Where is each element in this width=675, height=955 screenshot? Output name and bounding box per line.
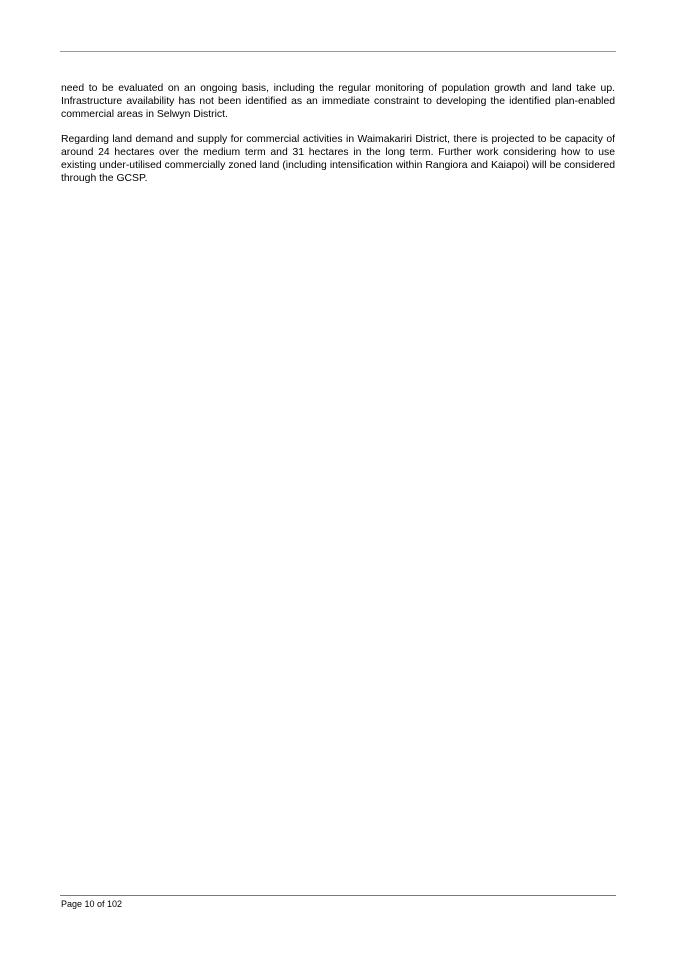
header-divider: [60, 51, 616, 52]
page-number: Page 10 of 102: [61, 899, 123, 909]
paragraph-1: need to be evaluated on an ongoing basis, including the regular monitoring of population growth and land take up. Infrastructure availability has not been identified as an immediate constraint to developing the identified plan-enabled commercial areas in Selwyn District.: [61, 83, 615, 120]
paragraph-2: Regarding land demand and supply for commercial activities in Waimakariri District, there is projected to be capacity of around 24 hectares over the medium term and 31 hectares in the long term. Further work considering how to use existing under-utilised commercially zoned land (including intensification within Rangiora and Kaiapoi) will be considered through the GCSP.: [61, 134, 615, 184]
body-text: [61, 82, 615, 197]
footer-divider: [60, 895, 616, 896]
